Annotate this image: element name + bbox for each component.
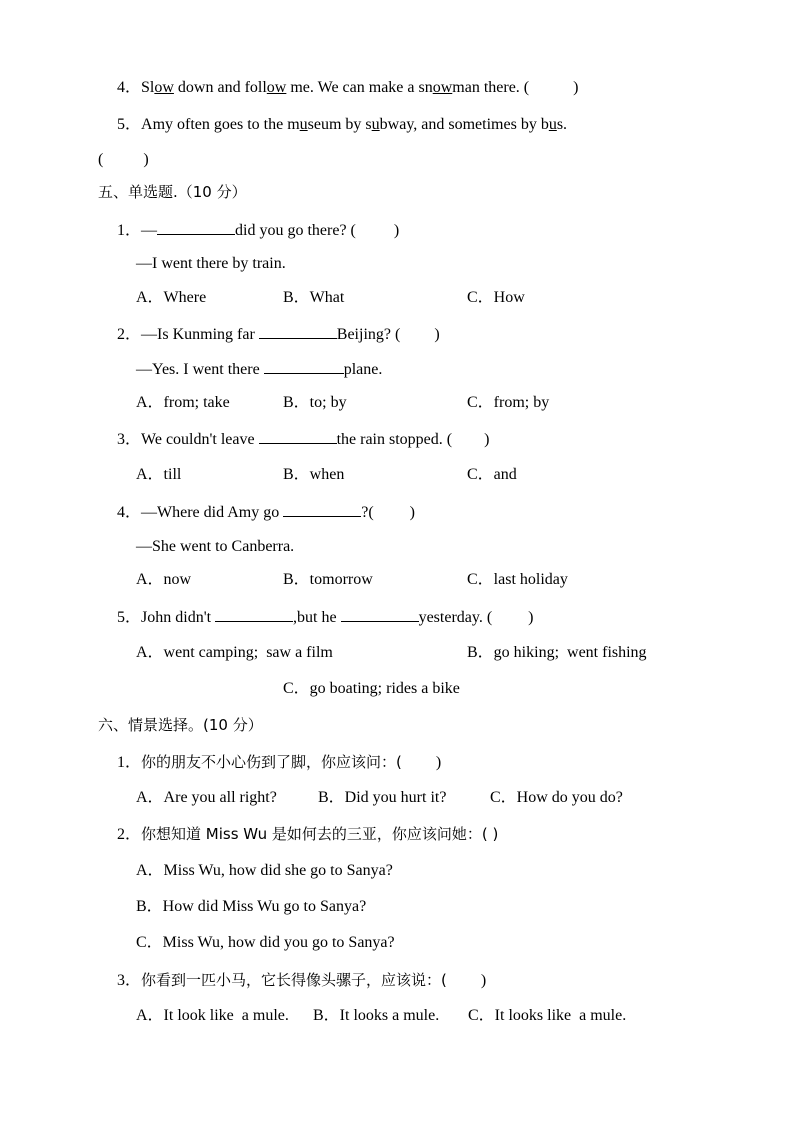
question-number: 4． xyxy=(117,504,142,521)
question-number: 4． xyxy=(117,79,142,96)
question-number: 3． xyxy=(117,431,142,448)
question-number: 1． xyxy=(117,222,142,239)
paren-close: ) xyxy=(528,609,534,626)
option-c[interactable]: C．How xyxy=(467,289,525,306)
question-5-2 xyxy=(117,324,440,345)
question-5-4 xyxy=(117,502,415,523)
option-a[interactable]: A．Are you all right? xyxy=(136,789,277,806)
question-number: 2． xyxy=(117,826,142,843)
option-c[interactable]: C．last holiday xyxy=(467,571,568,588)
text: 你的朋友不小心伤到了脚，你应该问：( xyxy=(141,753,402,771)
blank[interactable] xyxy=(283,502,361,517)
paren-close: ) xyxy=(573,79,579,96)
text: 你看到一匹小马，它长得像头骡子，应该说：( xyxy=(141,971,447,989)
option-c[interactable]: C．go boating; rides a bike xyxy=(283,680,460,697)
blank[interactable] xyxy=(157,220,235,235)
underlined-sound: u xyxy=(548,116,557,133)
underlined-sound: ow xyxy=(432,79,453,96)
underlined-sound: ow xyxy=(266,79,287,96)
option-c[interactable]: C．It looks like a mule. xyxy=(468,1007,627,1024)
option-b[interactable]: B．Did you hurt it? xyxy=(318,789,447,806)
text: ?( xyxy=(361,504,374,521)
paren-close: ) xyxy=(435,754,442,771)
text: 你想知道 Miss Wu 是如何去的三亚，你应该问她：( ) xyxy=(141,825,499,843)
blank[interactable] xyxy=(341,607,419,622)
dialogue-answer xyxy=(136,359,382,380)
option-a[interactable]: A．till xyxy=(136,466,182,483)
option-b[interactable]: B．How did Miss Wu go to Sanya? xyxy=(136,898,367,915)
paren-close: ) xyxy=(484,431,490,448)
option-b[interactable]: B．go hiking; went fishing xyxy=(467,644,647,661)
text: —Where did Amy go xyxy=(141,504,284,521)
text: John didn't xyxy=(141,609,216,626)
option-c[interactable]: C．How do you do? xyxy=(490,789,623,806)
section-header-5: 五、单选题.（10 分） xyxy=(98,183,247,201)
option-c[interactable]: C．from; by xyxy=(467,394,550,411)
option-a[interactable]: A．from; take xyxy=(136,394,230,411)
option-b[interactable]: B．tomorrow xyxy=(283,571,373,588)
question-6-3 xyxy=(117,970,486,991)
question-5-3 xyxy=(117,429,489,450)
text: —Is Kunming far xyxy=(141,326,259,343)
question-5-5 xyxy=(117,607,533,628)
blank[interactable] xyxy=(215,607,293,622)
blank[interactable] xyxy=(264,359,344,374)
text: down and foll xyxy=(173,79,267,96)
question-6-2 xyxy=(117,824,498,845)
text: bway, and sometimes by b xyxy=(379,116,549,133)
option-b[interactable]: B．when xyxy=(283,466,345,483)
text: ,but he xyxy=(293,609,341,626)
text: man there. ( xyxy=(452,79,530,96)
text: Beijing? ( xyxy=(336,326,401,343)
text: We couldn't leave xyxy=(141,431,259,448)
paren-close: ) xyxy=(480,972,487,989)
question-6-1 xyxy=(117,752,441,773)
text: plane. xyxy=(343,361,383,378)
option-b[interactable]: B．It looks a mule. xyxy=(313,1007,440,1024)
option-a[interactable]: A．Miss Wu, how did she go to Sanya? xyxy=(136,862,393,879)
text: —Yes. I went there xyxy=(136,361,264,378)
answer-paren[interactable]: ( ) xyxy=(98,151,149,168)
question-number: 2． xyxy=(117,326,142,343)
option-b[interactable]: B．What xyxy=(283,289,345,306)
text: s. xyxy=(556,116,568,133)
text: Sl xyxy=(141,79,155,96)
text: seum by s xyxy=(307,116,372,133)
text: the rain stopped. ( xyxy=(336,431,453,448)
option-a[interactable]: A．went camping; saw a film xyxy=(136,644,333,661)
option-a[interactable]: A．It look like a mule. xyxy=(136,1007,289,1024)
underlined-sound: u xyxy=(299,116,308,133)
blank[interactable] xyxy=(259,324,337,339)
dialogue-answer: —I went there by train. xyxy=(136,255,286,272)
text: — xyxy=(141,222,158,239)
underlined-sound: ow xyxy=(154,79,174,96)
option-a[interactable]: A．Where xyxy=(136,289,207,306)
question-number: 5． xyxy=(117,609,142,626)
text: yesterday. ( xyxy=(418,609,493,626)
blank[interactable] xyxy=(259,429,337,444)
option-a[interactable]: A．now xyxy=(136,571,192,588)
text: did you go there? ( xyxy=(235,222,356,239)
dialogue-answer: —She went to Canberra. xyxy=(136,538,295,555)
paren-close: ) xyxy=(434,326,440,343)
option-c[interactable]: C．Miss Wu, how did you go to Sanya? xyxy=(136,934,395,951)
question-4-4 xyxy=(117,78,578,98)
underlined-sound: u xyxy=(371,116,380,133)
question-number: 1． xyxy=(117,754,142,771)
question-5-1 xyxy=(117,220,399,241)
question-number: 5． xyxy=(117,116,142,133)
section-header-6: 六、情景选择。(10 分） xyxy=(98,716,263,734)
paren-close: ) xyxy=(409,504,415,521)
paren-close: ) xyxy=(393,222,400,239)
text: me. We can make a sn xyxy=(286,79,433,96)
text: Amy often goes to the m xyxy=(141,116,300,133)
question-4-5 xyxy=(117,115,567,135)
option-c[interactable]: C．and xyxy=(467,466,517,483)
question-number: 3． xyxy=(117,972,142,989)
option-b[interactable]: B．to; by xyxy=(283,394,347,411)
